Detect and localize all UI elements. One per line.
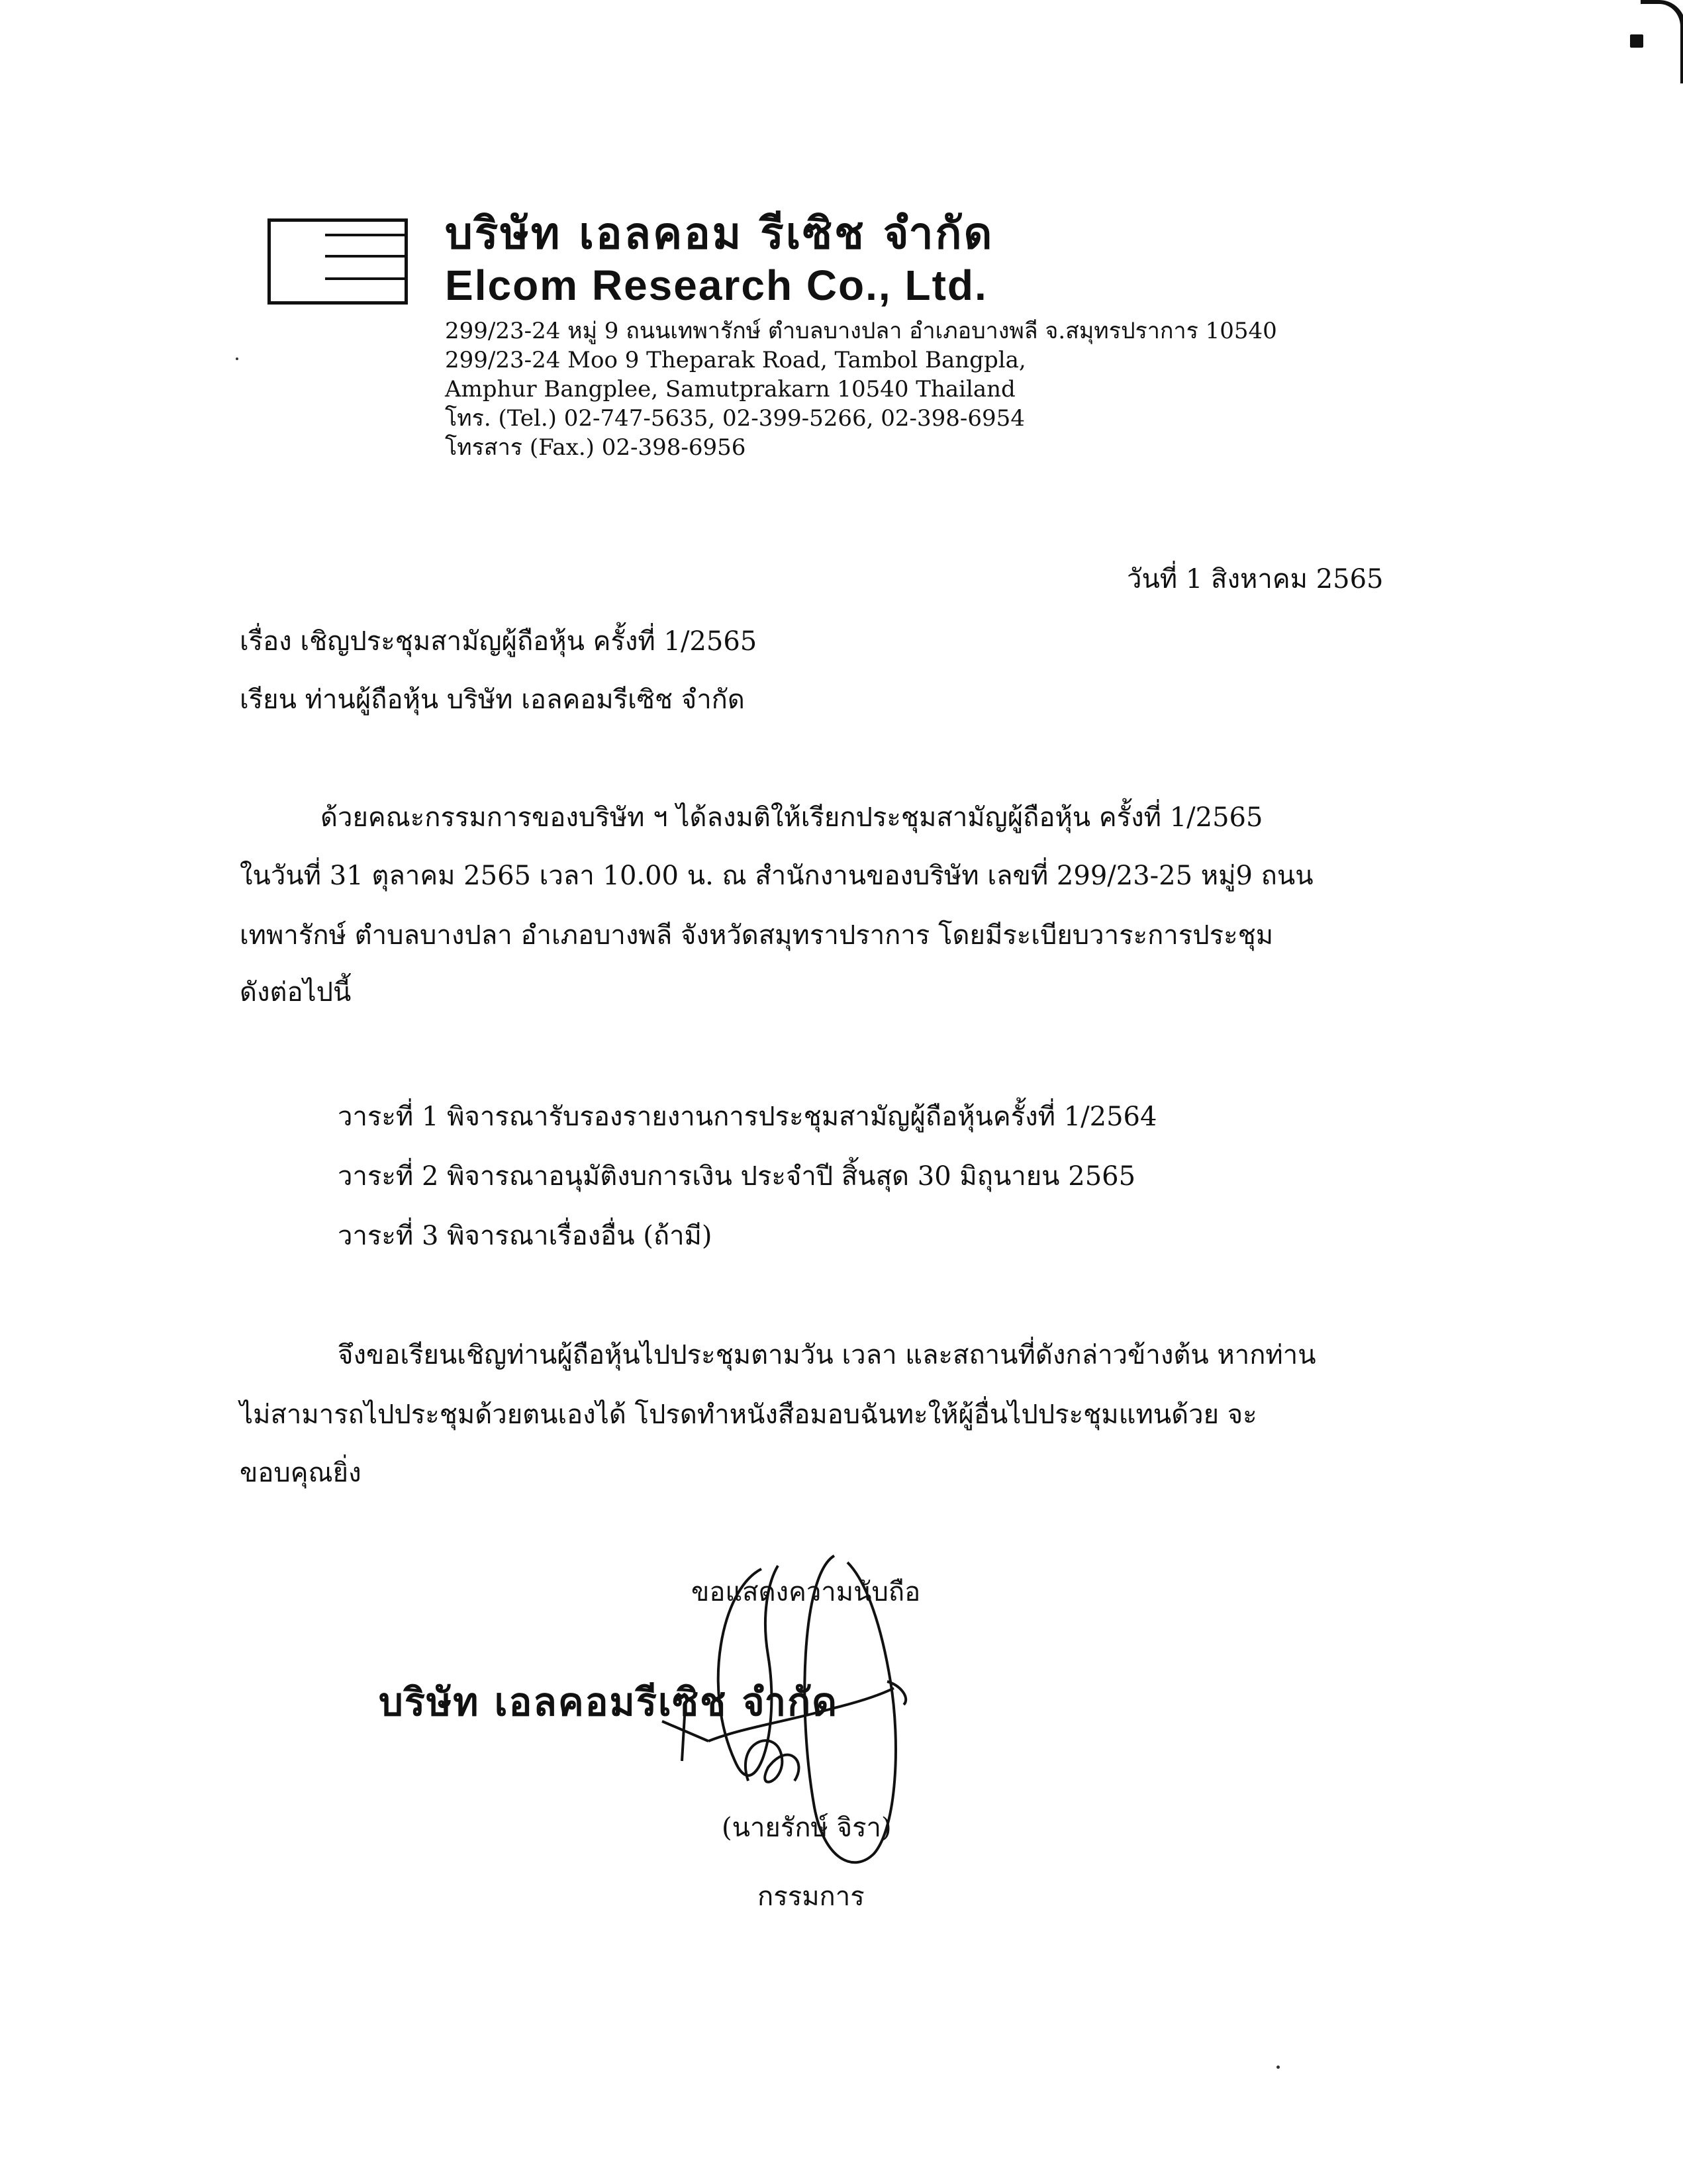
signatory-title: กรรมการ <box>757 1881 865 1912</box>
agenda-item-1: วาระที่ 1 พิจารณารับรองรายงานการประชุมสามัญผู้ถือหุ้นครั้งที่ 1/2564 <box>338 1102 1157 1132</box>
letter-subject: เรื่อง เชิญประชุมสามัญผู้ถือหุ้น ครั้งที่ 1/2565 <box>240 626 757 657</box>
fax-line: โทรสาร (Fax.) 02-398-6956 <box>445 434 746 461</box>
letter-date: วันที่ 1 สิงหาคม 2565 <box>1127 564 1384 594</box>
telephone-line: โทร. (Tel.) 02-747-5635, 02-399-5266, 02-398-6954 <box>445 405 1025 432</box>
logo-line <box>325 234 405 236</box>
letter-recipient: เรียน ท่านผู้ถือหุ้น บริษัท เอลคอมรีเซิช จำกัด <box>240 685 745 715</box>
company-name-english: Elcom Research Co., Ltd. <box>445 261 988 309</box>
address-line-thai: 299/23-24 หมู่ 9 ถนนเทพารักษ์ ตำบลบางปลา อำเภอบางพลี จ.สมุทรปราการ 10540 <box>445 318 1277 344</box>
intro-line-4: ดังต่อไปนี้ <box>240 977 352 1008</box>
intro-line-1: ด้วยคณะกรรมการของบริษัท ฯ ได้ลงมติให้เรียกประชุมสามัญผู้ถือหุ้น ครั้งที่ 1/2565 <box>320 802 1263 833</box>
intro-line-3: เทพารักษ์ ตำบลบางปลา อำเภอบางพลี จังหวัดสมุทราปราการ โดยมีระเบียบวาระการประชุม <box>240 920 1274 951</box>
scan-corner-dot <box>1630 34 1643 48</box>
agenda-item-2: วาระที่ 2 พิจารณาอนุมัติงบการเงิน ประจำปี สิ้นสุด 30 มิถุนายน 2565 <box>338 1161 1136 1192</box>
intro-line-2: ในวันที่ 31 ตุลาคม 2565 เวลา 10.00 น. ณ สำนักงานของบริษัท เลขที่ 299/23-25 หมู่9 ถนน <box>240 861 1314 891</box>
signatory-name: (นายรักษ์ จิรา) <box>722 1813 892 1843</box>
closing-line-2: ไม่สามารถไปประชุมด้วยตนเองได้ โปรดทำหนังสือมอบฉันทะให้ผู้อื่นไปประชุมแทนด้วย จะ <box>240 1400 1257 1430</box>
address-line-english-1: 299/23-24 Moo 9 Theparak Road, Tambol Bangpla, <box>445 347 1026 373</box>
signature-company: บริษัท เอลคอมรีเซิช จำกัด <box>379 1680 838 1725</box>
scan-speck <box>1276 2065 1280 2069</box>
closing-line-3: ขอบคุณยิ่ง <box>240 1458 361 1488</box>
closing-line-1: จึงขอเรียนเชิญท่านผู้ถือหุ้นไปประชุมตามวัน เวลา และสถานที่ดังกล่าวข้างต้น หากท่าน <box>338 1340 1316 1370</box>
logo-line <box>325 255 405 258</box>
scan-corner-mark <box>1641 0 1683 83</box>
address-line-english-2: Amphur Bangplee, Samutprakarn 10540 Thailand <box>445 376 1016 403</box>
logo-line <box>325 277 405 280</box>
scan-speck <box>236 357 238 360</box>
company-name-thai: บริษัท เอลคอม รีเซิช จำกัด <box>445 208 994 259</box>
agenda-item-3: วาระที่ 3 พิจารณาเรื่องอื่น (ถ้ามี) <box>338 1221 712 1251</box>
company-logo <box>267 218 408 305</box>
salutation: ขอแสดงความนับถือ <box>691 1577 921 1607</box>
